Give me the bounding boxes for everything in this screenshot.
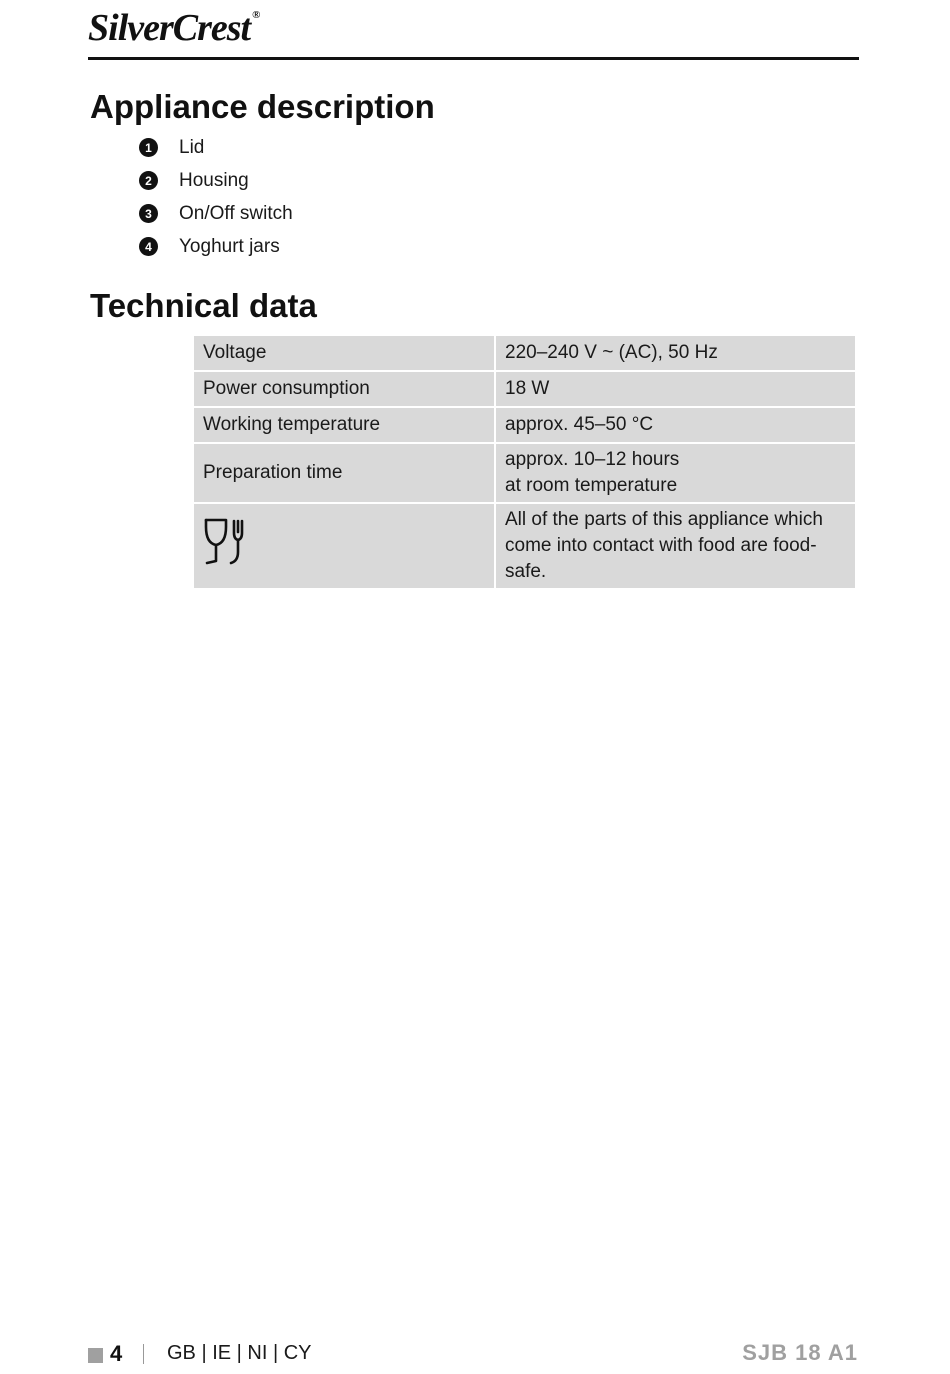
- registered-mark: ®: [252, 9, 260, 21]
- footer-square-marker: [88, 1348, 103, 1363]
- value-line: approx. 10–12 hours: [505, 449, 680, 470]
- section-title-appliance-description: Appliance description: [90, 88, 435, 125]
- value-line: at room temperature: [505, 475, 678, 496]
- part-number-badge: 4: [139, 237, 158, 256]
- list-item: [139, 197, 293, 230]
- country-codes: GB | IE | NI | CY: [167, 1342, 312, 1364]
- table-cell-key: [194, 504, 494, 588]
- value-line: safe.: [505, 561, 547, 582]
- table-cell-key: Voltage: [194, 336, 494, 370]
- page-number: 4: [110, 1341, 123, 1366]
- page-footer: [88, 1340, 858, 1370]
- part-label: On/Off switch: [179, 202, 293, 224]
- table-cell-value: 220–240 V ~ (AC), 50 Hz: [496, 336, 855, 370]
- table-row: [194, 444, 855, 502]
- value-line: All of the parts of this appliance which: [505, 509, 823, 530]
- table-row: [194, 504, 855, 588]
- footer-divider: [143, 1344, 144, 1364]
- list-item: [139, 230, 293, 263]
- table-cell-key: Power consumption: [194, 372, 494, 406]
- parts-list: [139, 131, 293, 263]
- part-number-badge: 3: [139, 204, 158, 223]
- table-cell-key: Preparation time: [194, 444, 494, 502]
- table-row: [194, 408, 855, 442]
- header-rule: [88, 57, 859, 60]
- part-label: Housing: [179, 169, 249, 191]
- table-cell-key: Working temperature: [194, 408, 494, 442]
- part-label: Yoghurt jars: [179, 235, 280, 257]
- list-item: [139, 131, 293, 164]
- list-item: [139, 164, 293, 197]
- part-number-badge: 1: [139, 138, 158, 157]
- table-cell-value: approx. 45–50 °C: [496, 408, 855, 442]
- section-title-technical-data: Technical data: [90, 287, 317, 324]
- table-cell-value: [496, 504, 855, 588]
- value-line: come into contact with food are food-: [505, 535, 817, 556]
- table-row: [194, 336, 855, 370]
- brand-logo: [88, 6, 259, 50]
- food-safe-glass-fork-icon: [203, 517, 247, 567]
- part-label: Lid: [179, 136, 205, 158]
- technical-data-table: [192, 334, 857, 590]
- part-number-badge: 2: [139, 171, 158, 190]
- brand-name: SilverCrest: [88, 7, 251, 49]
- table-cell-value: 18 W: [496, 372, 855, 406]
- table-row: [194, 372, 855, 406]
- table-cell-value: [496, 444, 855, 502]
- model-number: SJB 18 A1: [742, 1340, 858, 1365]
